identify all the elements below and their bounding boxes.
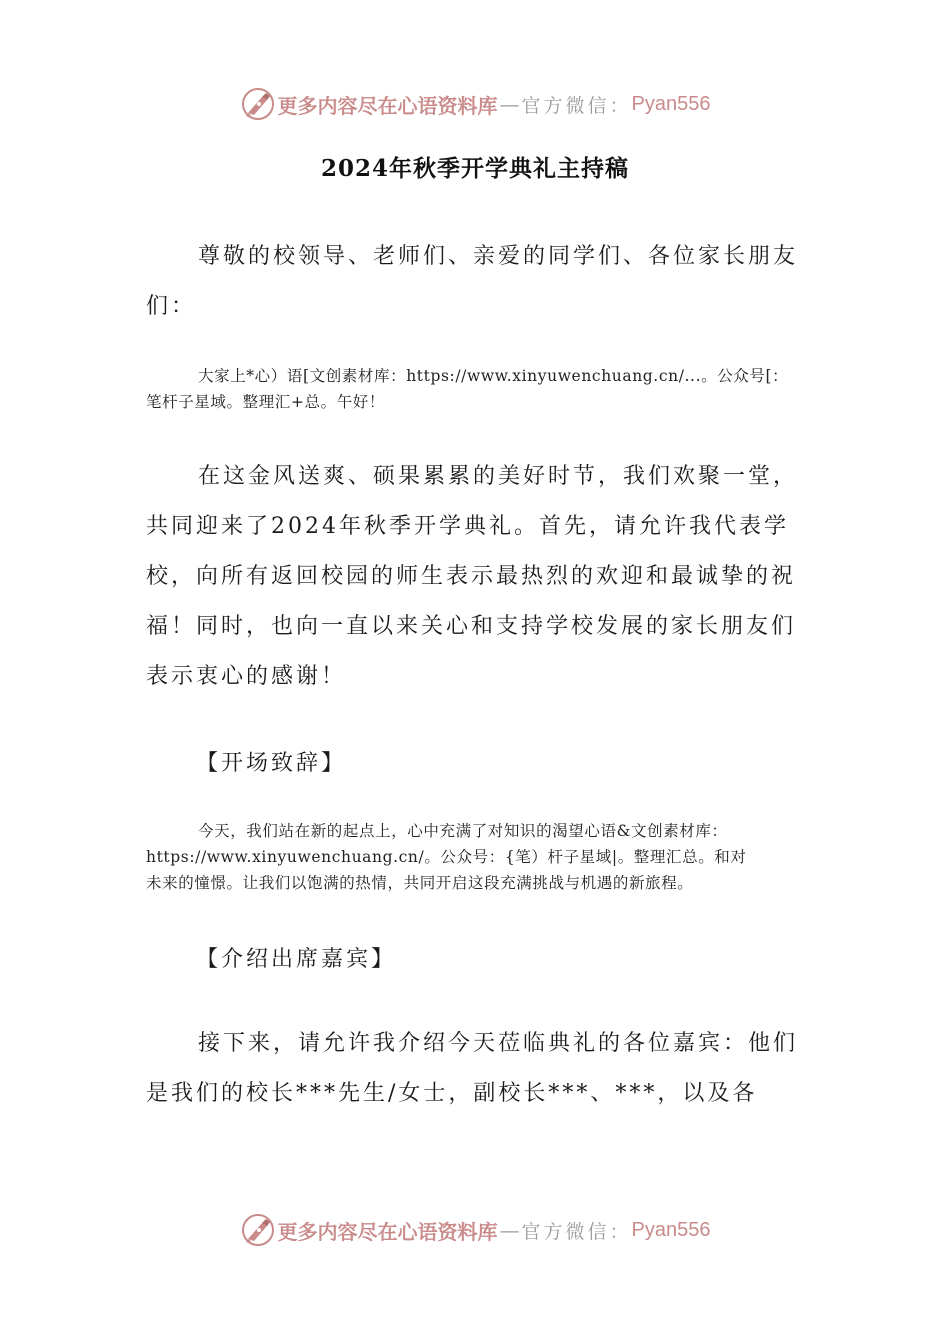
banner-separator: — (499, 92, 520, 116)
inserted-note-1 (146, 363, 816, 415)
pen-nib-icon (240, 86, 276, 122)
inserted-note-2 (146, 818, 816, 896)
pen-nib-icon (240, 1212, 276, 1248)
banner-wechat-id: Pyan556 (631, 92, 711, 115)
inserted-note-2-line1: 今天，我们站在新的起点上，心中充满了对知识的渴望心语&文创素材库： (198, 822, 728, 840)
greeting-paragraph: 尊敬的校领导、老师们、亲爱的同学们、各位家长朋友们： (146, 244, 799, 319)
inserted-note-1-line2: 笔杆子星域。整理汇+总。午好！ (146, 393, 385, 411)
guests-paragraph: 接下来，请允许我介绍今天莅临典礼的各位嘉宾：他们是我们的校长***先生/女士，副校长***、***，以及各 (146, 1031, 799, 1106)
banner-official-label: 官方微信： (521, 1220, 632, 1243)
intro-paragraph: 在这金风送爽、硕果累累的美好时节，我们欢聚一堂，共同迎来了2024年秋季开学典礼。首先，请允许我代表学校，向所有返回校园的师生表示最热烈的欢迎和最诚挚的祝福！同时，也向一直以来关心和支持学校发展的家长朋友们表示衷心的感谢！ (146, 464, 799, 689)
inserted-note-1-line1: 大家上*心）语[文创素材库：https://www.xinyuwenchuang.cn/...。公众号[： (198, 367, 789, 385)
document-title: 2024年秋季开学典礼主持稿 (320, 155, 629, 182)
section-heading-opening: 【开场致辞】 (196, 751, 347, 776)
inserted-note-2-line2: https://www.xinyuwenchuang.cn/。公众号：{笔）杆子星域|。整理汇总。和对 (146, 848, 747, 866)
inserted-note-2-line3: 未来的憧憬。让我们以饱满的热情，共同开启这段充满挑战与机遇的新旅程。 (146, 874, 694, 892)
banner-main-text: 更多内容尽在心语资料库 (277, 93, 498, 118)
watermark-banner-bottom (0, 1210, 950, 1250)
watermark-banner-top (0, 84, 950, 124)
banner-separator: — (499, 1218, 520, 1242)
banner-official-label: 官方微信： (521, 94, 632, 117)
banner-main-text: 更多内容尽在心语资料库 (277, 1219, 498, 1244)
banner-wechat-id: Pyan556 (631, 1218, 711, 1241)
section-heading-guests: 【介绍出席嘉宾】 (196, 947, 397, 972)
